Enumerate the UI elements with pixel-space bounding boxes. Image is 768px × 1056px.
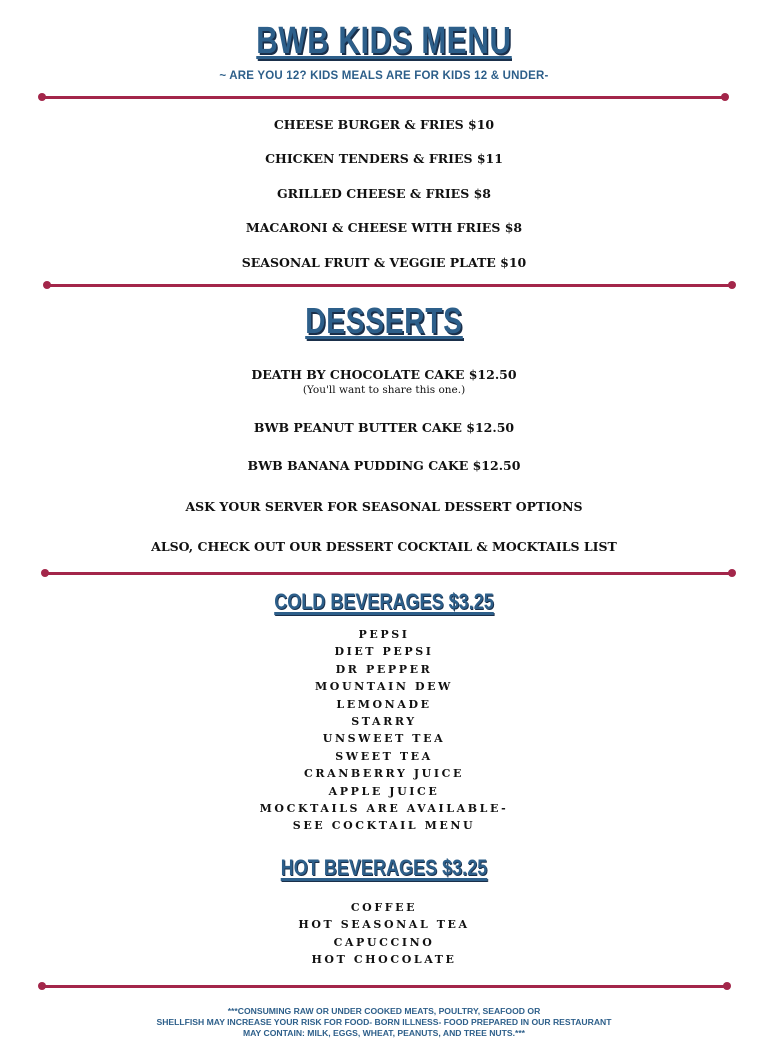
dessert-item: BWB BANANA PUDDING CAKE $12.50 [247, 458, 521, 473]
allergy-disclaimer [0, 1006, 768, 1039]
divider [42, 96, 725, 99]
disclaimer-line: ***CONSUMING RAW OR UNDER COOKED MEATS, POULTRY, SEAFOOD OR [227, 1006, 541, 1016]
cold-beverage-item: DIET PEPSI [334, 645, 434, 659]
divider [47, 284, 732, 287]
cold-beverage-item: SWEET TEA [335, 749, 433, 763]
hot-beverages-title: HOT BEVERAGES $3.25 [280, 855, 488, 880]
hot-beverages-list [0, 899, 768, 969]
desserts-title: DESSERTS [305, 300, 463, 341]
hot-beverage-item: COFFEE [350, 901, 418, 914]
kids-item: CHEESE BURGER & FRIES $10 [273, 117, 495, 132]
cold-beverages-list [0, 626, 768, 835]
dessert-item: ALSO, CHECK OUT OUR DESSERT COCKTAIL & MOCKTAILS LIST [151, 539, 617, 554]
disclaimer-line: SHELLFISH MAY INCREASE YOUR RISK FOR FOOD- BORN ILLNESS- FOOD PREPARED IN OUR RESTAURANT [156, 1017, 612, 1027]
kids-item: CHICKEN TENDERS & FRIES $11 [265, 151, 503, 166]
dessert-note: (You'll want to share this one.) [302, 384, 466, 396]
kids-menu-title: BWB KIDS MENU [256, 20, 512, 62]
dessert-item: DEATH BY CHOCOLATE CAKE $12.50 [251, 367, 517, 382]
dessert-item: BWB PEANUT BUTTER CAKE $12.50 [253, 420, 515, 435]
disclaimer-line: MAY CONTAIN: MILK, EGGS, WHEAT, PEANUTS, AND TREE NUTS.*** [242, 1028, 526, 1038]
cold-beverage-item: DR PEPPER [335, 662, 433, 676]
kids-item: MACARONI & CHEESE WITH FRIES $8 [245, 220, 523, 235]
cold-beverage-item: LEMONADE [336, 697, 432, 711]
divider [42, 985, 727, 988]
cold-beverage-item: CRANBERRY JUICE [304, 767, 464, 781]
cold-beverage-item: MOCKTAILS ARE AVAILABLE- [259, 801, 509, 815]
divider [45, 572, 732, 575]
hot-beverage-item: CAPUCCINO [333, 935, 435, 949]
cold-beverage-item: SEE COCKTAIL MENU [292, 819, 476, 833]
kids-item: GRILLED CHEESE & FRIES $8 [277, 186, 491, 201]
kids-menu-subtitle: ~ ARE YOU 12? KIDS MEALS ARE FOR KIDS 12 & UNDER- [219, 70, 549, 82]
hot-beverage-item: HOT CHOCOLATE [311, 953, 457, 967]
hot-beverage-item: HOT SEASONAL TEA [298, 918, 470, 932]
cold-beverage-item: PEPSI [358, 628, 410, 641]
cold-beverage-item: MOUNTAIN DEW [314, 680, 454, 694]
dessert-item: ASK YOUR SERVER FOR SEASONAL DESSERT OPTIONS [185, 499, 583, 514]
kids-item: SEASONAL FRUIT & VEGGIE PLATE $10 [241, 255, 527, 270]
cold-beverage-item: STARRY [351, 714, 417, 728]
cold-beverage-item: UNSWEET TEA [322, 732, 446, 746]
cold-beverage-item: APPLE JUICE [328, 784, 440, 798]
cold-beverages-title: COLD BEVERAGES $3.25 [274, 589, 494, 614]
